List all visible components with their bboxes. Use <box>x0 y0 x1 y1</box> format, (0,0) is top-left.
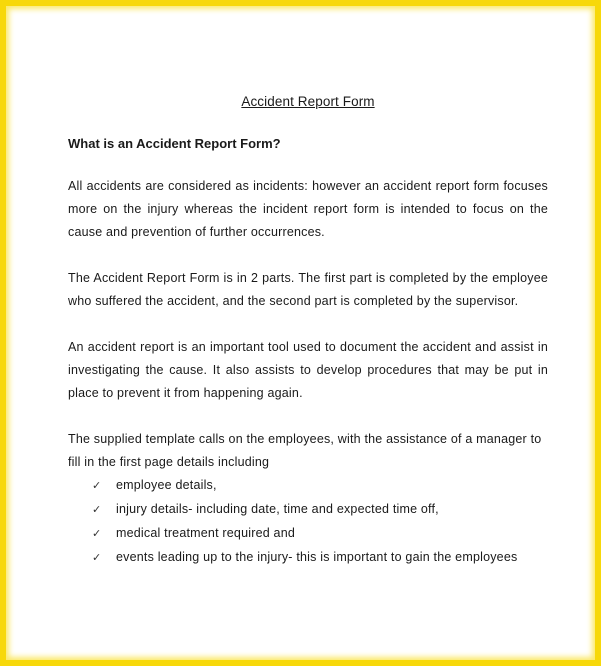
check-mark-icon: ✓ <box>92 480 102 492</box>
document-title: Accident Report Form <box>241 94 375 109</box>
section-heading: What is an Accident Report Form? <box>68 136 281 151</box>
list-item <box>92 522 548 546</box>
details-checklist <box>68 474 548 570</box>
paragraph-definition: All accidents are considered as incidents: however an accident report form focuses more on the injury whereas the incident report form is intended to focus on the cause and prevention of further occurrences. <box>68 179 548 239</box>
list-item <box>92 474 548 498</box>
list-item-text: medical treatment required and <box>116 526 296 540</box>
list-item-text: injury details- including date, time and expected time off, <box>116 502 439 516</box>
paragraph-template: The supplied template calls on the employees, with the assistance of a manager to fill in the first page details including <box>68 432 542 469</box>
list-item-text: events leading up to the injury- this is important to gain the employees <box>116 550 518 564</box>
check-mark-icon: ✓ <box>92 552 102 564</box>
paragraph-purpose: An accident report is an important tool used to document the accident and assist in investigating the cause. It also assists to develop procedures that may be put in place to prevent it from happening again. <box>68 340 548 400</box>
document-body <box>68 92 548 570</box>
list-item <box>92 498 548 522</box>
check-mark-icon: ✓ <box>92 528 102 540</box>
check-mark-icon: ✓ <box>92 504 102 516</box>
list-item <box>92 546 548 570</box>
list-item-text: employee details, <box>116 478 217 492</box>
paragraph-parts: The Accident Report Form is in 2 parts. The first part is completed by the employee who suffered the accident, and the second part is completed by the supervisor. <box>68 271 548 308</box>
